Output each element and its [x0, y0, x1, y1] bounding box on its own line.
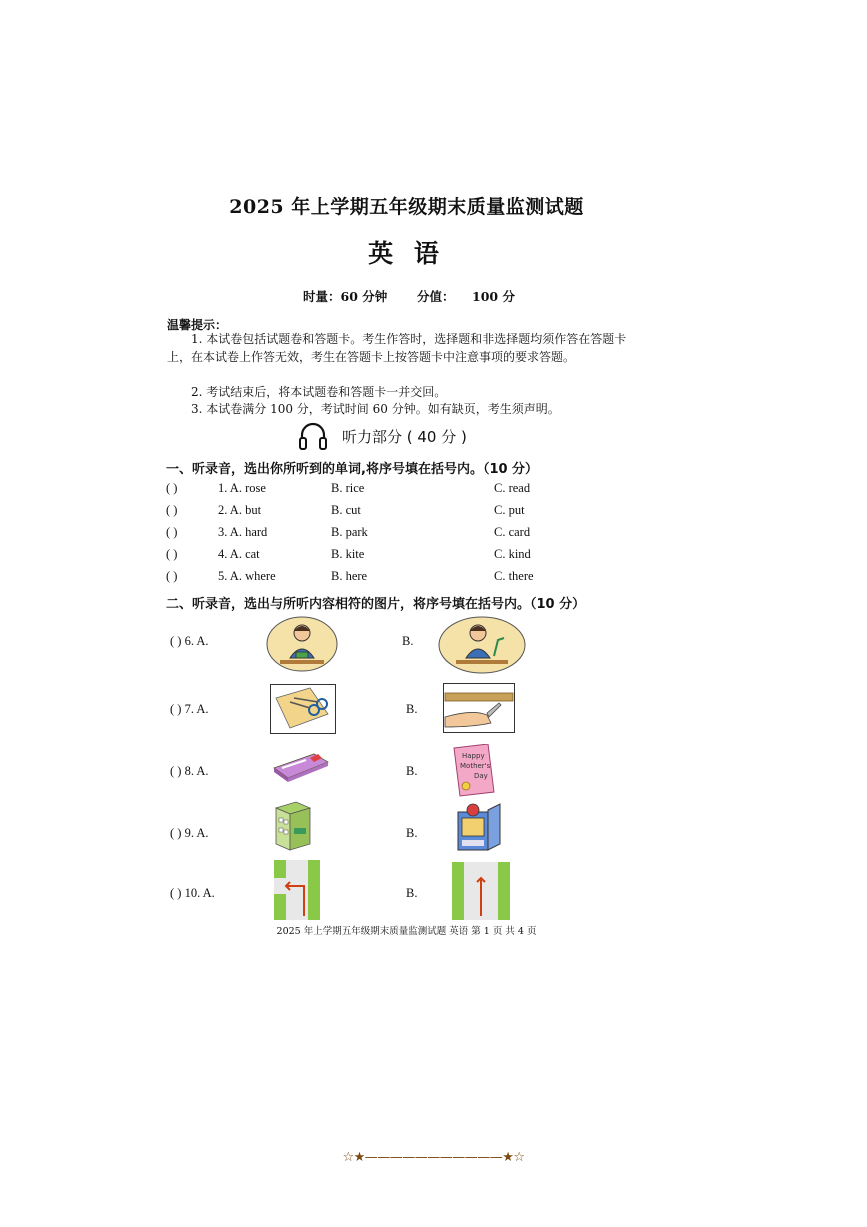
score-label: 分值： [417, 289, 455, 304]
question-label[interactable]: ( ) 9. A. [170, 826, 209, 840]
boy-reading-picture[interactable] [266, 616, 338, 672]
section1-title: 一、听录音，选出你所听到的单词,将序号填在括号内。（10 分） [166, 462, 539, 477]
headphones-icon [298, 420, 328, 452]
card-text-happy: Happy [462, 752, 485, 760]
exam-title: 2025 年上学期五年级期末质量监测试题 [229, 196, 584, 218]
option-a: 4. A. cat [218, 547, 260, 561]
tip-item: 1. 本试卷包括试题卷和答题卡。考生作答时，选择题和非选择题均须作答在答题卡上，在本试卷上作答无效，考生在答题卡上按答题卡中注意事项的要求答题。 [167, 332, 627, 364]
scissors-cutting-picture[interactable] [270, 684, 336, 734]
tip-item: 3. 本试卷满分 100 分，考试时间 60 分钟。如有缺页，考生须声明。 [191, 402, 560, 416]
option-b-label[interactable]: B. [402, 634, 414, 648]
question-row [166, 503, 666, 521]
option-c: C. read [494, 481, 531, 495]
question-row [166, 569, 666, 587]
picture-question [170, 804, 530, 864]
option-c: C. there [494, 569, 534, 583]
option-a: 2. A. but [218, 503, 262, 517]
card-text-mothers: Mother's [460, 762, 491, 770]
question-row [166, 547, 666, 565]
question-label[interactable]: ( ) 8. A. [170, 764, 209, 778]
question-label[interactable]: ( ) 6. A. [170, 634, 209, 648]
building-picture[interactable] [272, 800, 314, 852]
question-label[interactable]: ( ) 7. A. [170, 702, 209, 716]
option-a: 1. A. rose [218, 481, 266, 495]
card-text-day: Day [474, 772, 488, 780]
option-b-label[interactable]: B. [406, 826, 418, 840]
bottom-decoration: ☆★———————————★☆ [342, 1150, 525, 1165]
answer-paren[interactable]: ( ) [166, 569, 178, 583]
turn-left-sign-picture[interactable] [274, 860, 320, 920]
question-row [166, 481, 666, 499]
option-c: C. kind [494, 547, 531, 561]
listening-header [298, 419, 467, 453]
mothers-day-card-picture[interactable] [448, 744, 498, 798]
option-b-label[interactable]: B. [406, 764, 418, 778]
answer-paren[interactable]: ( ) [166, 503, 178, 517]
go-straight-sign-picture[interactable] [452, 862, 510, 920]
question-row [166, 525, 666, 543]
picture-question [170, 612, 530, 672]
picture-question [170, 680, 530, 740]
subject-title: 英 语 [368, 239, 445, 268]
page-footer: 2025 年上学期五年级期末质量监测试题 英语 第 1 页 共 4 页 [276, 926, 537, 937]
knife-cutting-picture[interactable] [443, 683, 515, 733]
answer-paren[interactable]: ( ) [166, 547, 178, 561]
tips-heading: 温馨提示： [167, 318, 228, 332]
option-a: 3. A. hard [218, 525, 268, 539]
shop-booth-picture[interactable] [454, 800, 506, 854]
option-b: B. here [331, 569, 368, 583]
answer-paren[interactable]: ( ) [166, 481, 178, 495]
option-b-label[interactable]: B. [406, 886, 418, 900]
section2-title: 二、听录音，选出与所听内容相符的图片，将序号填在括号内。（10 分） [166, 597, 586, 612]
gift-box-picture[interactable] [270, 748, 330, 784]
option-b: B. kite [331, 547, 365, 561]
picture-question [170, 864, 530, 924]
option-b-label[interactable]: B. [406, 702, 418, 716]
picture-question [170, 742, 530, 802]
boy-writing-picture[interactable] [438, 616, 526, 674]
option-c: C. card [494, 525, 531, 539]
time-limit: 时量：60 分钟 [303, 289, 388, 304]
tip-item: 2. 考试结束后，将本试题卷和答题卡一并交回。 [191, 385, 447, 399]
option-a: 5. A. where [218, 569, 276, 583]
option-b: B. park [331, 525, 368, 539]
listening-title: 听力部分 ( 40 分 ) [342, 427, 467, 446]
option-c: C. put [494, 503, 525, 517]
option-b: B. cut [331, 503, 361, 517]
score-value: 100 分 [472, 289, 515, 304]
option-b: B. rice [331, 481, 365, 495]
answer-paren[interactable]: ( ) [166, 525, 178, 539]
question-label[interactable]: ( ) 10. A. [170, 886, 215, 900]
